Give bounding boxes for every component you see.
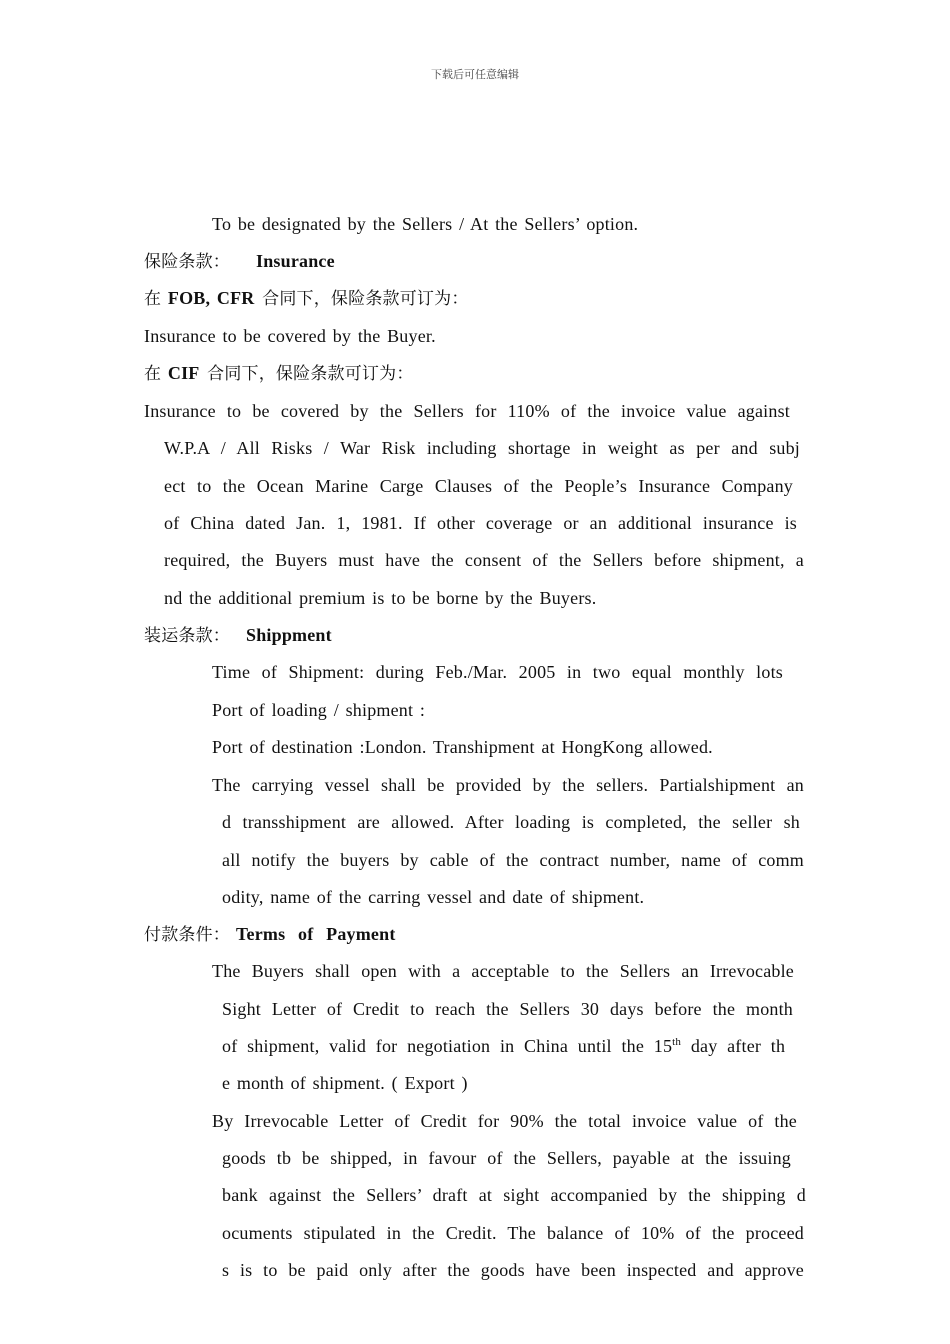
text-line: of China dated Jan. 1, 1981. If other coverage or an additional insurance is <box>164 513 797 533</box>
page-header-note: 下载后可任意编辑 <box>431 68 519 81</box>
text-line: Time of Shipment: during Feb./Mar. 2005 in two equal monthly lots <box>212 662 783 682</box>
heading-cn: 保险条款： <box>144 252 230 272</box>
heading-cn: 装运条款： <box>144 626 230 646</box>
text-line: Insurance to be covered by the Sellers for 110% of the invoice value against <box>144 401 790 421</box>
text-line: 在 FOB, CFR 合同下，保险条款可订为： <box>144 288 469 309</box>
text-line: The Buyers shall open with a acceptable to the Sellers an Irrevocable <box>212 961 794 981</box>
text-line: e month of shipment. ( Export ) <box>222 1073 468 1093</box>
text-line: nd the additional premium is to be borne by the Buyers. <box>164 588 597 608</box>
text-line: Sight Letter of Credit to reach the Sellers 30 days before the month <box>222 999 793 1019</box>
text-line: Insurance to be covered by the Buyer. <box>144 326 436 346</box>
text-line: odity, name of the carring vessel and date of shipment. <box>222 887 645 907</box>
text-line: s is to be paid only after the goods have been inspected and approve <box>222 1260 804 1280</box>
section-heading-insurance <box>144 250 335 273</box>
text-line: The carrying vessel shall be provided by the sellers. Partialshipment an <box>212 775 804 795</box>
text-line: ocuments stipulated in the Credit. The balance of 10% of the proceed <box>222 1223 804 1243</box>
text-line: By Irrevocable Letter of Credit for 90% the total invoice value of the <box>212 1111 797 1131</box>
text-line: of shipment, valid for negotiation in China until the 15th day after th <box>222 1036 786 1056</box>
heading-en: Shippment <box>246 625 332 645</box>
text-line: To be designated by the Sellers / At the Sellers’ option. <box>212 214 639 234</box>
section-heading-shipment <box>144 624 332 647</box>
text-line: ect to the Ocean Marine Carge Clauses of the People’s Insurance Company <box>164 476 793 496</box>
text-line: Port of loading / shipment : <box>212 700 426 720</box>
text-line: d transshipment are allowed. After loading is completed, the seller sh <box>222 812 800 832</box>
text-line: required, the Buyers must have the consent of the Sellers before shipment, a <box>164 550 804 570</box>
heading-cn: 付款条件： <box>144 925 230 945</box>
text-line: goods tb be shipped, in favour of the Sellers, payable at the issuing <box>222 1148 791 1168</box>
heading-en: Insurance <box>256 251 335 271</box>
text-line: all notify the buyers by cable of the contract number, name of comm <box>222 850 804 870</box>
text-line: Port of destination :London. Transhipment at HongKong allowed. <box>212 737 713 757</box>
text-line: 在 CIF 合同下，保险条款可订为： <box>144 363 414 384</box>
text-line: bank against the Sellers’ draft at sight accompanied by the shipping d <box>222 1185 806 1205</box>
section-heading-payment <box>144 923 396 946</box>
text-line: W.P.A / All Risks / War Risk including shortage in weight as per and subj <box>164 438 800 458</box>
heading-en: Terms of Payment <box>236 924 396 944</box>
